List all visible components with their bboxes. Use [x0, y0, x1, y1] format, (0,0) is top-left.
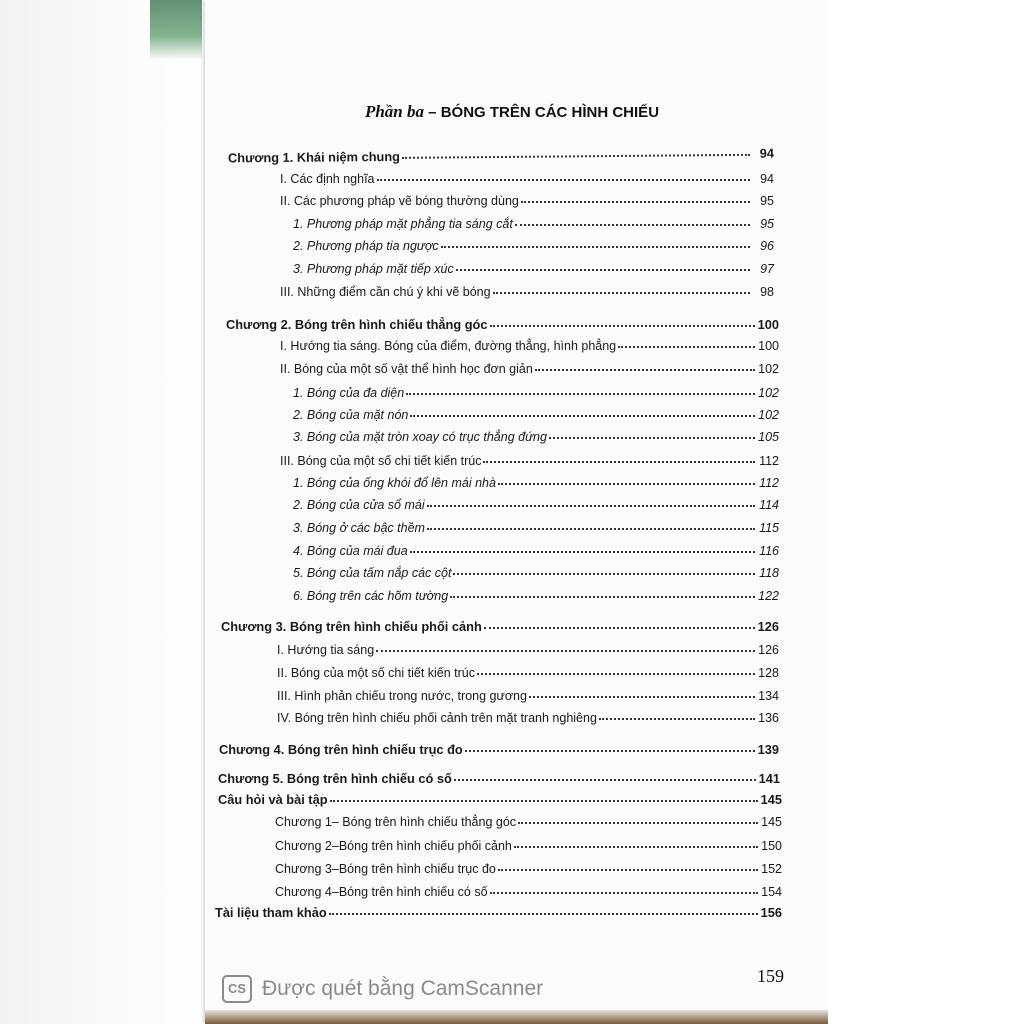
toc-entry: Chương 3–Bóng trên hình chiếu trục đo 152	[275, 860, 782, 876]
toc-entry: 3. Bóng của mặt tròn xoay có trục thẳng đứng 105	[293, 428, 779, 444]
toc-entry: Chương 1. Khái niệm chung 94	[228, 144, 774, 165]
section-prefix: Phần ba	[364, 102, 424, 121]
section-title	[0, 102, 1024, 122]
toc-entry: 3. Phương pháp mặt tiếp xúc 97	[293, 260, 774, 276]
toc-entry: Chương 3. Bóng trên hình chiếu phối cảnh 126	[221, 617, 779, 634]
toc-entry: Chương 4–Bóng trên hình chiếu có số 154	[275, 883, 782, 899]
page-number: 159	[757, 966, 784, 986]
toc-entry: I. Các định nghĩa 94	[280, 170, 774, 186]
toc-entry: IV. Bóng trên hình chiếu phối cảnh trên mặt tranh nghiêng 136	[277, 709, 779, 725]
toc-entry: 6. Bóng trên các hõm tường 122	[293, 587, 779, 603]
toc-entry: Chương 4. Bóng trên hình chiếu trục đo 139	[219, 740, 779, 757]
toc-entry: 5. Bóng của tấm nắp các cột 118	[293, 564, 779, 580]
toc-entry: 2. Phương pháp tia ngược 96	[293, 237, 774, 253]
toc-entry: Chương 1– Bóng trên hình chiếu thẳng góc 145	[275, 813, 782, 829]
camscanner-watermark	[222, 975, 543, 1003]
toc-entry: 2. Bóng của mặt nón 102	[293, 406, 779, 422]
toc-entry: Tài liệu tham khảo 156	[215, 903, 782, 920]
camscanner-icon: CS	[222, 975, 252, 1003]
toc-entry: 2. Bóng của cửa sổ mái 114	[293, 496, 779, 512]
toc-entry: Chương 2. Bóng trên hình chiếu thẳng góc 100	[226, 315, 779, 332]
toc-entry: Chương 5. Bóng trên hình chiếu có số 141	[218, 769, 780, 786]
toc-entry: II. Bóng của một số chi tiết kiến trúc 128	[277, 664, 779, 680]
page-edge	[205, 1010, 828, 1024]
toc-entry: III. Bóng của một số chi tiết kiến trúc 112	[280, 452, 779, 468]
toc-entry: 1. Bóng của ống khói đổ lên mái nhà 112	[293, 474, 779, 490]
toc-entry: 1. Bóng của đa diện 102	[293, 384, 779, 400]
watermark-text: Được quét bằng CamScanner	[262, 977, 544, 1000]
title-dash: –	[424, 104, 441, 121]
toc-entry: 1. Phương pháp mặt phẳng tia sáng cắt 95	[293, 215, 774, 231]
toc-entry: Câu hỏi và bài tập 145	[218, 790, 782, 807]
toc-entry: II. Bóng của một số vật thể hình học đơn giản 102	[280, 360, 779, 376]
toc-entry: III. Những điểm cần chú ý khi vẽ bóng 98	[280, 283, 774, 299]
background-right	[828, 0, 1024, 1024]
background-left	[0, 0, 205, 1024]
toc-entry: II. Các phương pháp vẽ bóng thường dùng 95	[280, 192, 774, 208]
background-object	[150, 0, 202, 60]
section-name: BÓNG TRÊN CÁC HÌNH CHIẾU	[440, 104, 660, 121]
toc-entry: III. Hình phản chiếu trong nước, trong gương 134	[277, 687, 779, 703]
toc-entry: 3. Bóng ở các bậc thềm 115	[293, 519, 779, 535]
toc-entry: 4. Bóng của mái đua 116	[293, 542, 779, 558]
toc-entry: I. Hướng tia sáng 126	[277, 641, 779, 657]
toc-entry: I. Hướng tia sáng. Bóng của điểm, đường thẳng, hình phẳng 100	[280, 337, 779, 353]
toc-entry: Chương 2–Bóng trên hình chiếu phối cảnh 150	[275, 837, 782, 853]
